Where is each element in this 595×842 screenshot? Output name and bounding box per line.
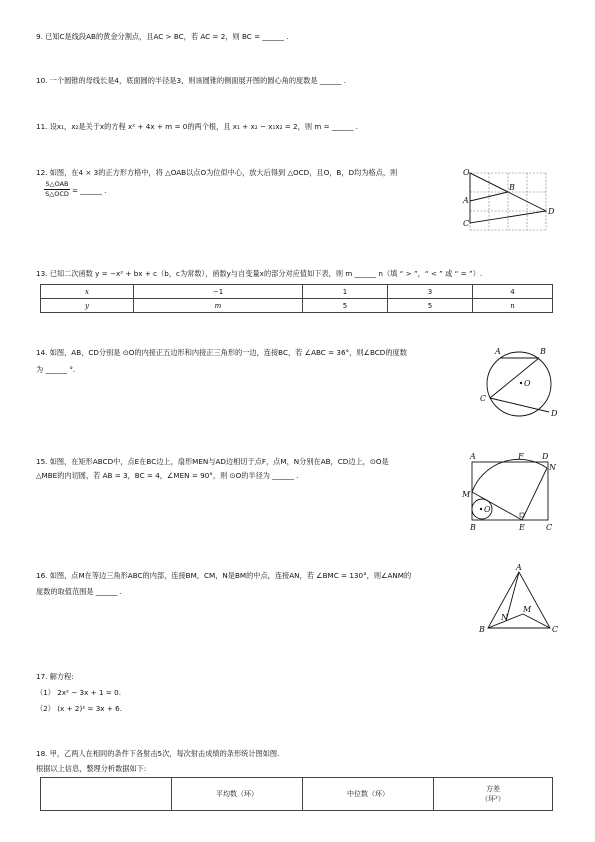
question-15-line-1: 15. 如图，在矩形ABCD中，点E在BC边上，扇形MEN与AD边相切于点F，点M，N分别在AB，CD边上，⊙O是: [36, 457, 389, 466]
label-B: B: [509, 183, 515, 192]
question-12-blank: = ______ .: [72, 186, 107, 195]
label-M: M: [462, 490, 471, 499]
question-10: 10. 一个圆锥的母线长是4，底面圆的半径是3，则该圆锥的侧面展开图的圆心角的度数是 ______ .: [36, 76, 347, 85]
question-18-line-1: 18. 甲，乙两人在相同的条件下各射击5次，每次射击成绩的条形统计图如图.: [36, 749, 280, 758]
label-O: O: [524, 379, 531, 388]
table-cell: 3: [388, 285, 473, 299]
label-B: B: [470, 523, 476, 532]
question-16-line-2: 度数的取值范围是 ______ .: [36, 587, 122, 596]
fraction-denominator: S△OCD: [45, 190, 69, 198]
rectangle-figure: [460, 450, 560, 535]
label-C: C: [480, 394, 487, 403]
label-D: D: [542, 452, 549, 461]
label-C: C: [463, 219, 470, 228]
question-17-title: 17. 解方程:: [36, 672, 74, 681]
value-table: [40, 284, 553, 313]
label-A: A: [470, 452, 476, 461]
label-A: A: [516, 563, 522, 572]
table-header: [434, 778, 553, 811]
table-cell: 1: [303, 285, 388, 299]
variance-unit: （环²）: [481, 795, 505, 803]
question-13: 13. 已知二次函数 y = −x² + bx + c（b，c为常数），函数y与自变量x的部分对应值如下表，则 m ______ n（填 “ > ”，“ < ” 或 “ = ”）.: [36, 269, 483, 278]
question-18-line-2: 根据以上信息，整理分析数据如下:: [36, 764, 147, 773]
table-cell: m: [134, 299, 303, 313]
label-E: E: [519, 523, 525, 532]
question-14-line-1: 14. 如图，AB，CD分别是 ⊙O的内接正五边形和内接正三角形的一边，连接BC，若 ∠ABC = 36°，则∠BCD的度数: [36, 348, 407, 357]
label-N: N: [501, 613, 508, 622]
label-O: O: [463, 168, 470, 177]
question-12-text: 12. 如图，在4 × 3的正方形方格中，将 △OAB以点O为位似中心，放大后得到 △OCD，且O，B，D均为格点，则: [36, 168, 398, 177]
question-14-line-2: 为 ______ °.: [36, 365, 76, 374]
label-C: C: [552, 625, 559, 634]
question-17-part-1: （1） 2x² − 3x + 1 = 0.: [36, 688, 121, 697]
label-A: A: [495, 347, 501, 356]
table-header-row: [41, 778, 553, 811]
grid-figure: [460, 165, 560, 235]
chords: [490, 358, 549, 412]
label-B: B: [540, 347, 546, 356]
table-header: 平均数（环）: [172, 778, 303, 811]
circle-O: [487, 352, 551, 416]
question-16-line-1: 16. 如图，点M在等边三角形ABC的内部，连接BM，CM，N是BM的中点，连接AN，若 ∠BMC = 130°，则∠ANM的: [36, 571, 412, 580]
circle-figure: [472, 342, 562, 427]
table-row: [41, 285, 553, 299]
table-row: [41, 299, 553, 313]
variance-label: 方差: [486, 785, 500, 793]
label-N: N: [549, 463, 556, 472]
question-15-line-2: △MBE的内切圆，若 AB = 3，BC = 4，∠MEN = 90°，则 ⊙O的半径为 ______ .: [36, 471, 299, 480]
label-O: O: [484, 505, 491, 514]
label-C: C: [546, 523, 553, 532]
question-17-part-2: （2） (x + 2)² = 3x + 6.: [36, 704, 123, 713]
table-cell: 5: [303, 299, 388, 313]
stats-table: [40, 777, 553, 811]
table-cell: x: [41, 285, 134, 299]
label-D: D: [548, 207, 555, 216]
table-cell: 4: [473, 285, 553, 299]
label-A: A: [463, 196, 469, 205]
label-B: B: [479, 625, 485, 634]
table-cell: n: [473, 299, 553, 313]
label-M: M: [523, 605, 532, 614]
table-header: 中位数（环）: [303, 778, 434, 811]
label-D: D: [551, 409, 558, 418]
table-cell: −1: [134, 285, 303, 299]
question-11: 11. 设x₁，x₂是关于x的方程 x² + 4x + m = 0的两个根，且 x₁ + x₂ − x₁x₂ = 2，则 m = ______ .: [36, 122, 359, 131]
table-header: [41, 778, 172, 811]
fraction-numerator: S△OAB: [45, 180, 69, 188]
label-F: F: [518, 452, 524, 461]
area-ratio-fraction: [44, 180, 70, 199]
table-cell: 5: [388, 299, 473, 313]
question-9: 9. 已知C是线段AB的黄金分割点，且AC > BC，若 AC = 2，则 BC = ______ .: [36, 32, 289, 41]
triangle-figure: [476, 562, 566, 637]
table-cell: y: [41, 299, 134, 313]
